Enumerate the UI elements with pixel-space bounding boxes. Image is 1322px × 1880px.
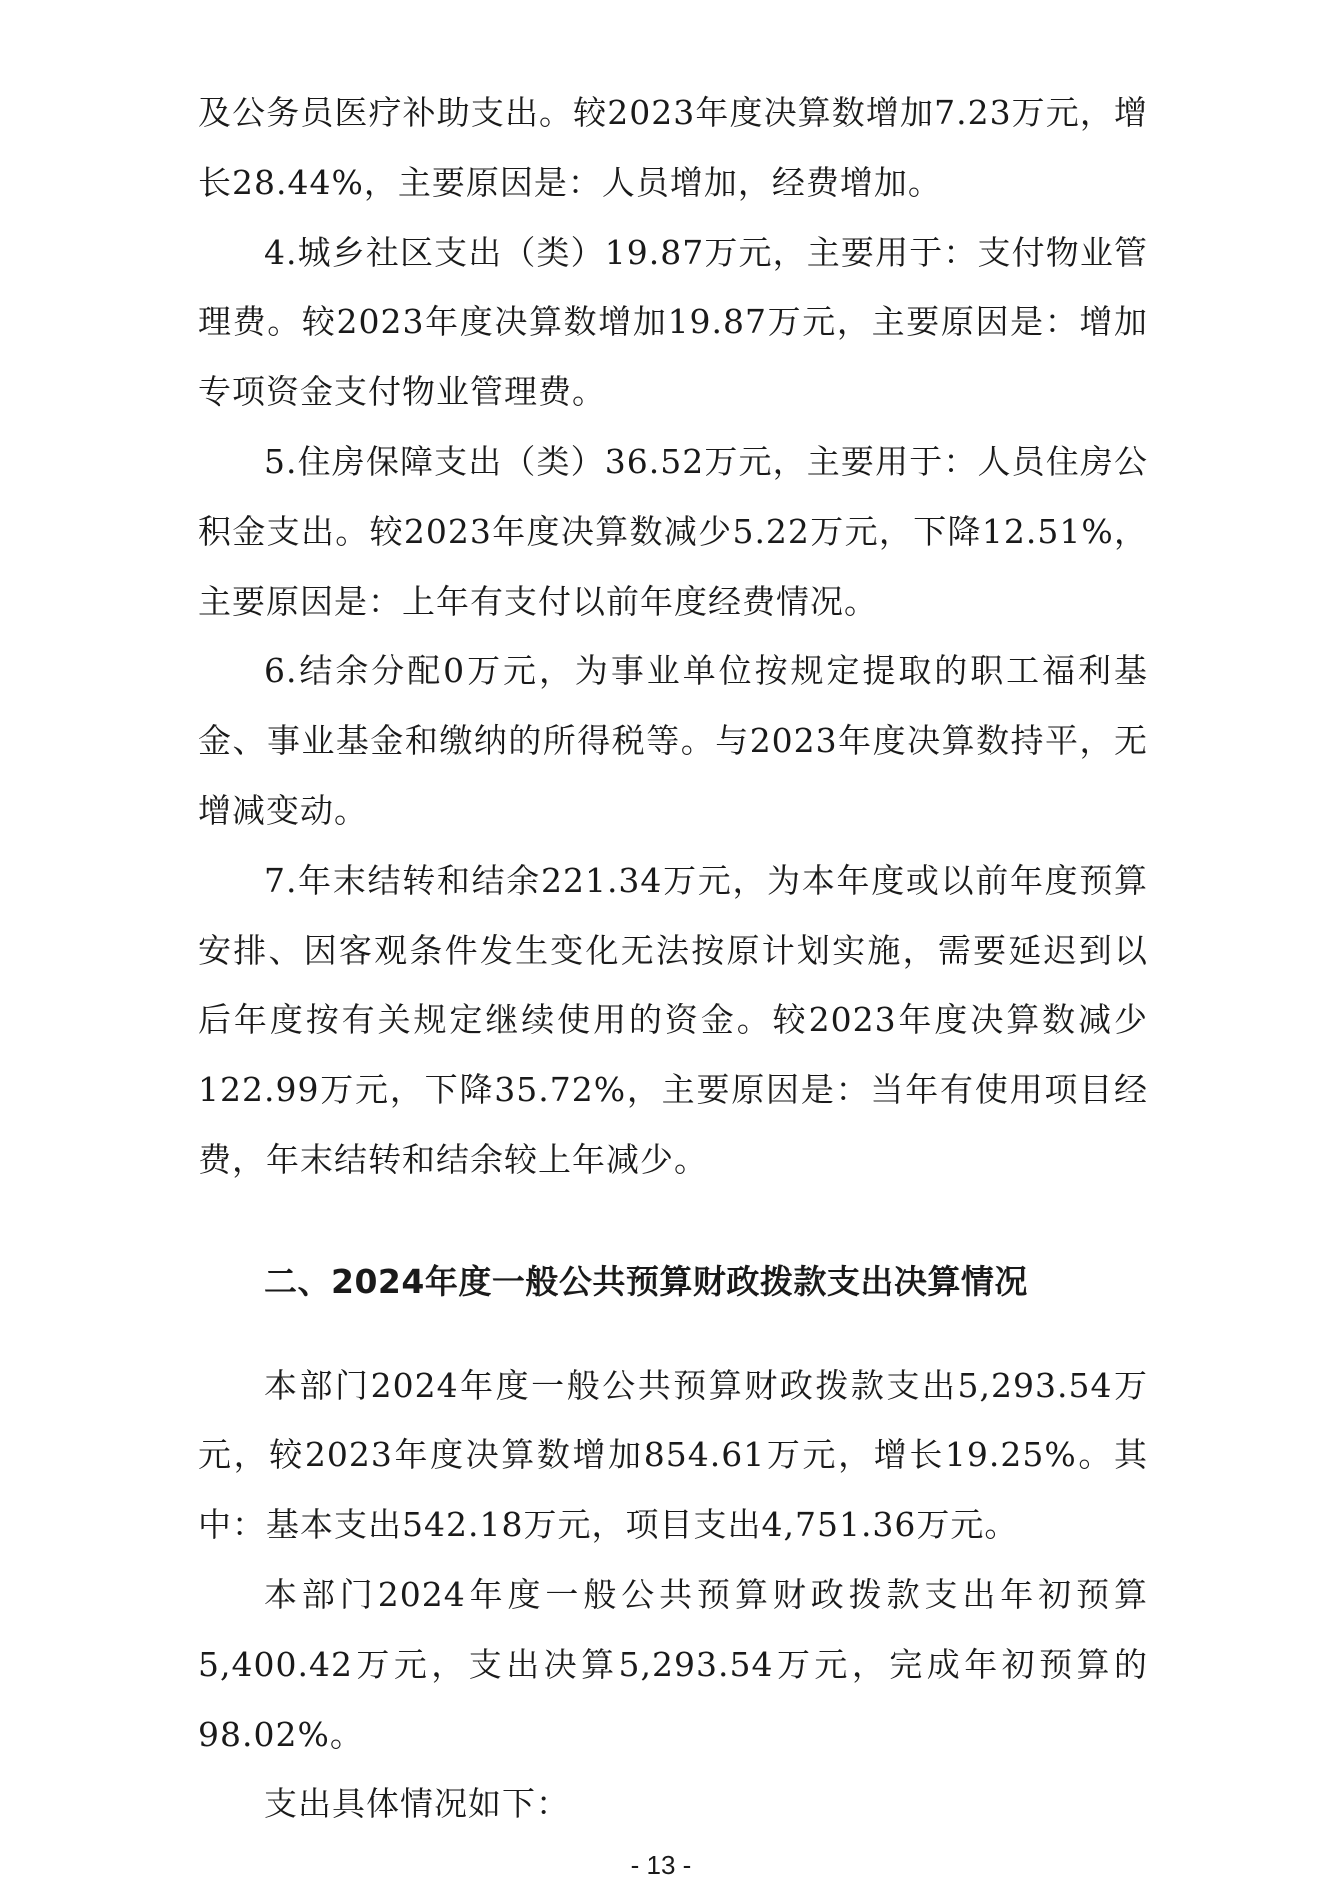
paragraph-year-end-carryover: 7.年末结转和结余221.34万元，为本年度或以前年度预算安排、因客观条件发生变化无法按原计划实施，需要延迟到以后年度按有关规定继续使用的资金。较2023年度决算数减少122.99万元，下降35.72%，主要原因是：当年有使用项目经费，年末结转和结余较上年减少。 <box>198 860 1148 1179</box>
page-number: - 13 - <box>630 1850 692 1880</box>
paragraph-budget-completion: 本部门2024年度一般公共预算财政拨款支出年初预算5,400.42万元，支出决算5,293.54万元，完成年初预算的98.02%。 <box>198 1574 1148 1754</box>
paragraph-housing-security: 5.住房保障支出（类）36.52万元，主要用于：人员住房公积金支出。较2023年度决算数减少5.22万元，下降12.51%，主要原因是：上年有支付以前年度经费情况。 <box>198 441 1148 621</box>
section-heading: 二、2024年度一般公共预算财政拨款支出决算情况 <box>264 1261 1028 1301</box>
paragraph-urban-rural-community: 4.城乡社区支出（类）19.87万元，主要用于：支付物业管理费。较2023年度决算数增加19.87万元，主要原因是：增加专项资金支付物业管理费。 <box>198 232 1148 412</box>
paragraph-general-budget-total: 本部门2024年度一般公共预算财政拨款支出5,293.54万元，较2023年度决算数增加854.61万元，增长19.25%。其中：基本支出542.18万元，项目支出4,751.36万元。 <box>198 1365 1148 1545</box>
paragraph-medical-subsidy: 及公务员医疗补助支出。较2023年度决算数增加7.23万元，增长28.44%，主要原因是：人员增加，经费增加。 <box>198 93 1148 202</box>
spacer <box>198 1317 1148 1351</box>
document-page <box>198 78 1148 1839</box>
paragraph-surplus-distribution: 6.结余分配0万元，为事业单位按规定提取的职工福利基金、事业基金和缴纳的所得税等。与2023年度决算数持平，无增减变动。 <box>198 651 1148 830</box>
spacer <box>198 1195 1148 1247</box>
paragraph-details-intro: 支出具体情况如下： <box>264 1784 570 1824</box>
